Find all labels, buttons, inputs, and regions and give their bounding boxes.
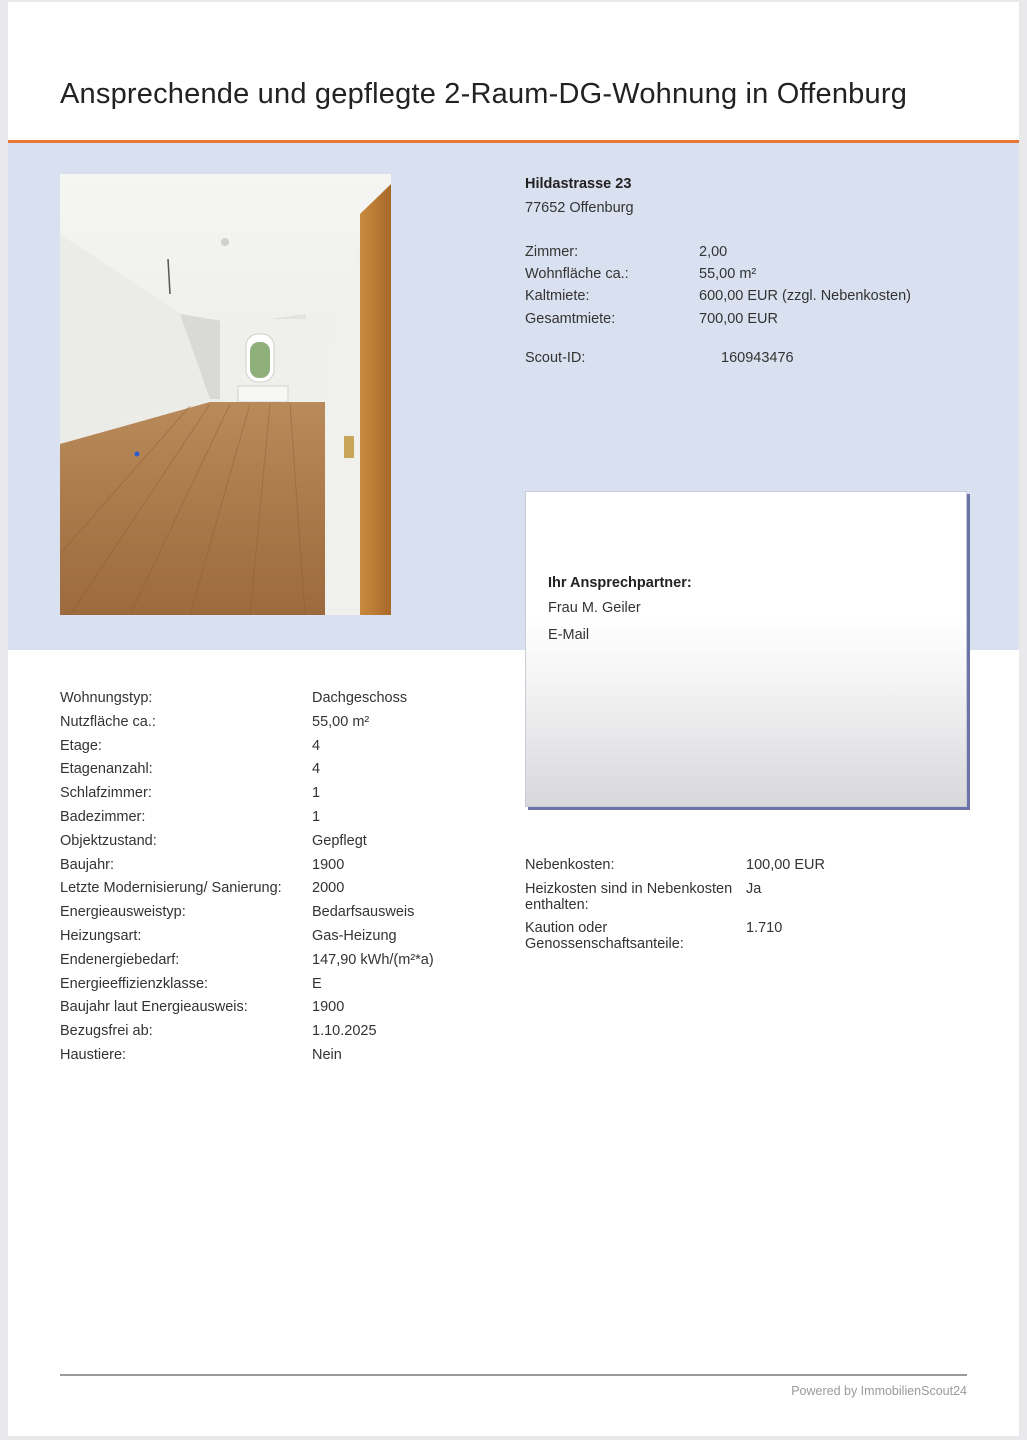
detail-value: Gas-Heizung: [312, 927, 397, 944]
detail-label: Energieeffizienzklasse:: [60, 975, 209, 992]
cost-label: Heizkosten sind in Nebenkosten enthalten:: [525, 881, 733, 913]
detail-row: [60, 833, 500, 857]
detail-label: Badezimmer:: [60, 808, 146, 825]
detail-value: 1900: [312, 856, 345, 873]
detail-row: [60, 904, 500, 928]
detail-value: 147,90 kWh/(m²*a): [312, 951, 434, 968]
scout-id-label: Scout-ID:: [525, 350, 586, 366]
detail-value: 4: [312, 761, 321, 778]
detail-row: [60, 928, 500, 952]
page-title: Ansprechende und gepflegte 2-Raum-DG-Wohnung in Offenburg: [60, 78, 908, 110]
detail-label: Letzte Modernisierung/ Sanierung:: [60, 880, 282, 897]
detail-row: [60, 1047, 500, 1071]
detail-label: Schlafzimmer:: [60, 785, 152, 802]
details-list: [60, 690, 500, 1071]
detail-label: Bezugsfrei ab:: [60, 1023, 153, 1040]
detail-value: 4: [312, 737, 321, 754]
powered-by-text: Powered by ImmobilienScout24: [791, 1384, 967, 1398]
contact-heading: Ihr Ansprechpartner:: [548, 575, 692, 591]
address-city: 77652 Offenburg: [525, 200, 634, 216]
detail-label: Energieausweistyp:: [60, 904, 186, 921]
detail-label: Haustiere:: [60, 1046, 127, 1063]
detail-row: [60, 761, 500, 785]
detail-value: Nein: [312, 1046, 342, 1063]
contact-email-link[interactable]: E-Mail: [548, 627, 590, 643]
summary-label-rooms: Zimmer:: [525, 244, 579, 260]
detail-label: Baujahr laut Energieausweis:: [60, 999, 248, 1016]
detail-row: [60, 714, 500, 738]
summary-value-cold-rent: 600,00 EUR (zzgl. Nebenkosten): [699, 288, 911, 304]
summary-label-cold-rent: Kaltmiete:: [525, 288, 590, 304]
detail-label: Endenergiebedarf:: [60, 951, 180, 968]
scout-id-value: 160943476: [721, 350, 794, 366]
apartment-photo[interactable]: [60, 174, 391, 615]
detail-row: [60, 738, 500, 762]
cost-value: 100,00 EUR: [746, 857, 825, 873]
detail-label: Heizungsart:: [60, 927, 142, 944]
summary-label-total-rent: Gesamtmiete:: [525, 311, 616, 327]
detail-label: Baujahr:: [60, 856, 115, 873]
detail-row: [60, 857, 500, 881]
detail-value: Bedarfsausweis: [312, 904, 415, 921]
detail-value: 1: [312, 808, 321, 825]
detail-row: [60, 690, 500, 714]
detail-label: Objektzustand:: [60, 832, 157, 849]
detail-row: [60, 1023, 500, 1047]
detail-label: Etagenanzahl:: [60, 761, 153, 778]
contact-name: Frau M. Geiler: [548, 600, 641, 616]
detail-row: [60, 952, 500, 976]
detail-value: 55,00 m²: [312, 713, 370, 730]
detail-row: [60, 976, 500, 1000]
summary-value-rooms: 2,00: [699, 244, 728, 260]
detail-value: Dachgeschoss: [312, 690, 408, 706]
detail-row: [60, 880, 500, 904]
detail-row: [60, 999, 500, 1023]
detail-value: 1.10.2025: [312, 1023, 377, 1040]
detail-value: E: [312, 975, 322, 992]
detail-value: 2000: [312, 880, 345, 897]
room-photo-illustration: [60, 174, 391, 615]
address-street: Hildastrasse 23: [525, 176, 632, 192]
cost-label: Kaution oder Genossenschaftsanteile:: [525, 920, 684, 952]
detail-row: [60, 809, 500, 833]
expose-page: [8, 2, 1019, 1436]
footer-divider: [60, 1374, 967, 1376]
contact-box: [525, 491, 967, 807]
detail-label: Etage:: [60, 737, 102, 754]
summary-label-living-area: Wohnfläche ca.:: [525, 266, 629, 282]
summary-value-total-rent: 700,00 EUR: [699, 311, 778, 327]
cost-label: Nebenkosten:: [525, 857, 615, 873]
cost-value: Ja: [746, 881, 762, 897]
detail-label: Nutzfläche ca.:: [60, 713, 156, 730]
detail-value: Gepflegt: [312, 832, 367, 849]
detail-value: 1: [312, 785, 321, 802]
summary-value-living-area: 55,00 m²: [699, 266, 757, 282]
detail-row: [60, 785, 500, 809]
cost-value: 1.710: [746, 920, 783, 936]
detail-value: 1900: [312, 999, 345, 1016]
detail-label: Wohnungstyp:: [60, 690, 153, 706]
